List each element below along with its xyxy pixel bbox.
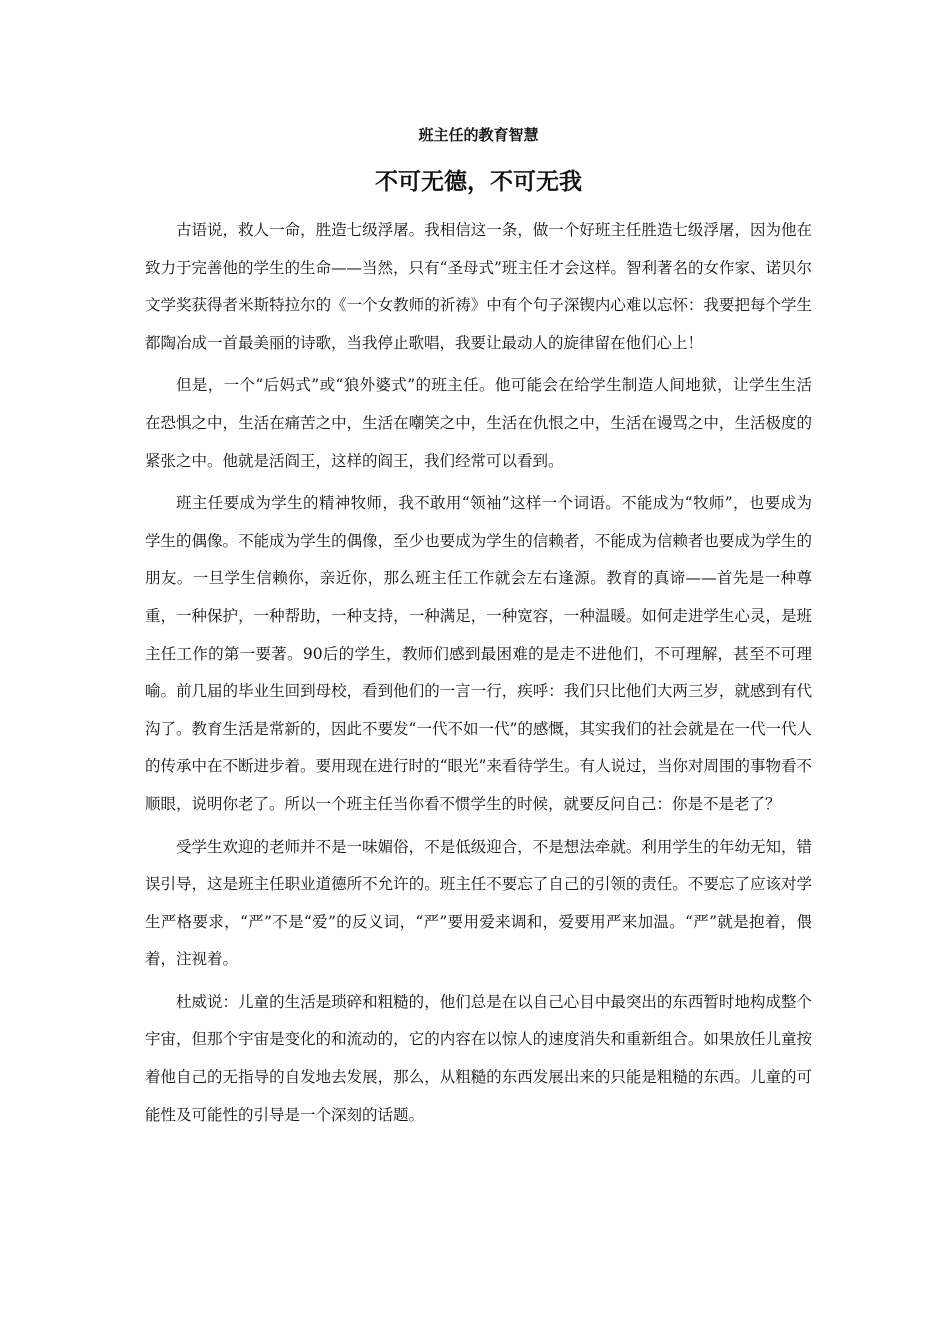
paragraph-3: 班主任要成为学生的精神牧师，我不敢用“领袖”这样一个词语。不能成为“牧师”，也要成为学生的偶像。不能成为学生的偶像，至少也要成为学生的信赖者，不能成为信赖者也要成为学生的朋友。一旦学生信赖你，亲近你，那么班主任工作就会左右逢源。教育的真谛——首先是一种尊重，一种保护，一种帮助，一种支持，一种满足，一种宽容，一种温暖。如何走进学生心灵，是班主任工作的第一要著。90后的学生，教师们感到最困难的是走不进他们，不可理解，甚至不可理喻。前几届的毕业生回到母校，看到他们的一言一行，疾呼：我们只比他们大两三岁，就感到有代沟了。教育生活是常新的，因此不要发“一代不如一代”的感慨，其实我们的社会就是在一代一代人的传承中在不断进步着。要用现在进行时的“眼光”来看待学生。有人说过，当你对周围的事物看不顺眼，说明你老了。所以一个班主任当你看不惯学生的时候，就要反问自己：你是不是老了？: [145, 494, 812, 813]
paragraph-4: 受学生欢迎的老师并不是一味媚俗，不是低级迎合，不是想法牵就。利用学生的年幼无知，错误引导，这是班主任职业道德所不允许的。班主任不要忘了自己的引领的责任。不要忘了应该对学生严格要求，“严”不是“爱”的反义词，“严”要用爱来调和，爱要用严来加温。“严”就是抱着，偎着，注视着。: [145, 837, 812, 969]
document-title: 不可无德，不可无我: [375, 169, 582, 195]
document-subtitle: 班主任的教育智慧: [418, 126, 539, 144]
paragraph-5: 杜威说：儿童的生活是琐碎和粗糙的，他们总是在以自己心目中最突出的东西暂时地构成整个宇宙，但那个宇宙是变化的和流动的，它的内容在以惊人的速度消失和重新组合。如果放任儿童按着他自己的无指导的自发地去发展，那么，从粗糙的东西发展出来的只能是粗糙的东西。儿童的可能性及可能性的引导是一个深刻的话题。: [145, 992, 812, 1124]
paragraph-2: 但是，一个“后妈式”或“狼外婆式”的班主任。他可能会在给学生制造人间地狱，让学生生活在恐惧之中，生活在痛苦之中，生活在嘲笑之中，生活在仇恨之中，生活在谩骂之中，生活极度的紧张之中。他就是活阎王，这样的阎王，我们经常可以看到。: [145, 376, 812, 470]
paragraph-1: 古语说，救人一命，胜造七级浮屠。我相信这一条，做一个好班主任胜造七级浮屠，因为他在致力于完善他的学生的生命——当然，只有“圣母式”班主任才会这样。智利著名的女作家、诺贝尔文学奖获得者米斯特拉尔的《一个女教师的祈祷》中有个句子深锲内心难以忘怀：我要把每个学生都陶冶成一首最美丽的诗歌，当我停止歌唱，我要让最动人的旋律留在他们心上！: [145, 221, 812, 352]
